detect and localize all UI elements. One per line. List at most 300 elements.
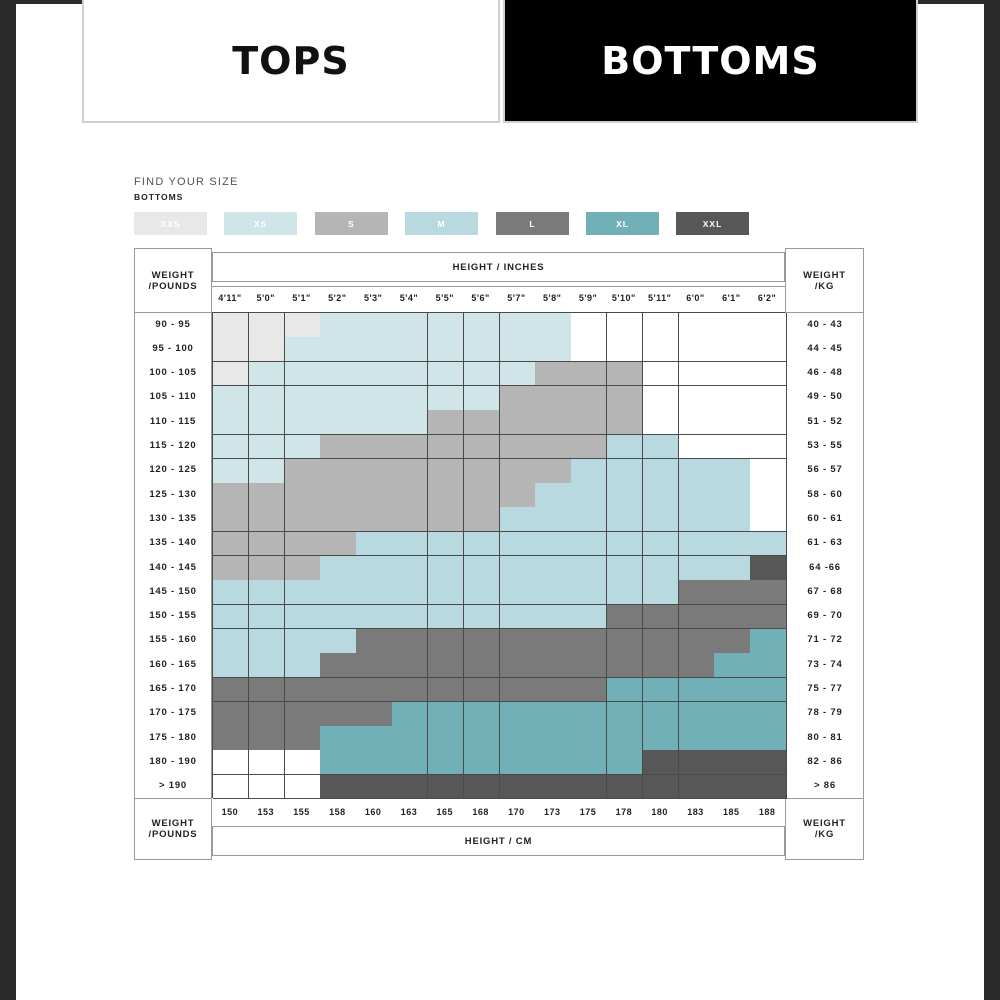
size-cell (392, 629, 428, 654)
size-cell (464, 678, 500, 703)
size-cell (679, 386, 715, 411)
weight-kg-label: 69 - 70 (807, 610, 843, 622)
size-cell (607, 483, 643, 508)
size-cell (535, 580, 571, 605)
size-cell (750, 483, 786, 508)
size-cell (356, 726, 392, 751)
size-cell (679, 556, 715, 581)
size-cell (428, 556, 464, 581)
size-cell (714, 726, 750, 751)
size-cell (607, 362, 643, 387)
size-cell (750, 507, 786, 532)
size-cell (571, 532, 607, 557)
size-cell (213, 337, 249, 362)
size-cell (535, 750, 571, 775)
size-cell (643, 337, 679, 362)
size-cell (356, 362, 392, 387)
height-cm-label: 183 (687, 807, 704, 817)
size-cell (249, 678, 285, 703)
size-cell (392, 775, 428, 800)
size-cell (320, 580, 356, 605)
size-cell (213, 435, 249, 460)
size-cell (464, 532, 500, 557)
weight-kg-label: 56 - 57 (807, 464, 843, 476)
size-cell (643, 410, 679, 435)
size-cell (320, 653, 356, 678)
size-cell (714, 775, 750, 800)
tab-bottoms[interactable]: BOTTOMS (503, 0, 918, 123)
height-cm-label: 160 (364, 807, 382, 817)
size-cell (213, 653, 249, 678)
weight-pounds-header: WEIGHT /POUNDS (148, 270, 198, 292)
size-cell (714, 459, 750, 484)
weight-pound-label: 150 - 155 (149, 610, 197, 622)
size-cell (643, 435, 679, 460)
size-cell (607, 459, 643, 484)
height-cm-label: 168 (472, 807, 489, 817)
size-cell (356, 653, 392, 678)
size-cell (428, 435, 464, 460)
size-cell (500, 750, 536, 775)
size-cell (500, 507, 536, 532)
size-cell (571, 337, 607, 362)
tab-tops[interactable]: TOPS (82, 0, 500, 123)
weight-kg-label: 75 - 77 (807, 683, 843, 694)
size-cell (535, 678, 571, 703)
size-cell (356, 750, 392, 775)
size-cell (750, 459, 786, 484)
size-cell (643, 750, 679, 775)
height-cm-label: 170 (508, 807, 525, 817)
size-cell (571, 556, 607, 581)
size-cell (213, 726, 249, 751)
size-cell (464, 313, 500, 338)
size-cell (428, 507, 464, 532)
weight-pound-label: 155 - 160 (149, 634, 197, 646)
height-cm-label: 180 (651, 807, 668, 817)
size-cell (356, 507, 392, 532)
size-cell (750, 532, 786, 557)
weight-pound-label: 170 - 175 (149, 707, 197, 719)
size-cell (571, 507, 607, 532)
legend-chip-m: M (405, 212, 478, 235)
weight-kg-label: 40 - 43 (807, 318, 843, 330)
size-cell (285, 459, 321, 484)
height-inch-label: 5'10" (611, 293, 636, 303)
size-cell (428, 750, 464, 775)
size-cell (500, 435, 536, 460)
size-cell (249, 313, 285, 338)
height-cm-label: 165 (436, 807, 454, 817)
size-cell (535, 435, 571, 460)
size-cell (571, 775, 607, 800)
weight-kg-label: 46 - 48 (807, 367, 843, 379)
size-cell (249, 532, 285, 557)
size-cell (679, 702, 715, 727)
size-cell (679, 678, 715, 703)
window-frame-top-right (918, 0, 1000, 4)
size-cell (535, 605, 571, 630)
size-cell (356, 313, 392, 338)
size-cell (607, 629, 643, 654)
weight-pound-label: 125 - 130 (149, 488, 197, 500)
weight-kg-label: 71 - 72 (807, 634, 843, 646)
size-cell (320, 556, 356, 581)
size-cell (356, 775, 392, 800)
size-cell (679, 580, 715, 605)
size-cell (392, 750, 428, 775)
size-cell (643, 556, 679, 581)
size-cell (285, 435, 321, 460)
weight-pound-label: 180 - 190 (149, 755, 197, 767)
size-cell (464, 410, 500, 435)
size-cell (714, 313, 750, 338)
size-cell (607, 507, 643, 532)
size-cell (643, 726, 679, 751)
size-cell (285, 313, 321, 338)
size-cell (643, 532, 679, 557)
size-cell (428, 726, 464, 751)
legend-chip-xxl: XXL (676, 212, 749, 235)
size-cell (464, 726, 500, 751)
size-cell (500, 313, 536, 338)
size-cell (356, 580, 392, 605)
size-cell (428, 313, 464, 338)
legend-chip-s: S (315, 212, 388, 235)
size-cell (392, 556, 428, 581)
size-cell (679, 750, 715, 775)
height-inch-label: 5'2" (328, 293, 347, 303)
weight-pound-label: 165 - 170 (149, 683, 197, 694)
size-cell (500, 556, 536, 581)
weight-pound-label: 145 - 150 (149, 585, 197, 597)
size-cell (464, 653, 500, 678)
height-cm-label: 173 (543, 807, 561, 817)
size-cell (213, 580, 249, 605)
weight-kg-label: 61 - 63 (807, 537, 843, 549)
size-cell (607, 653, 643, 678)
size-cell (714, 483, 750, 508)
weight-pound-label: 90 - 95 (155, 318, 191, 330)
size-cell (750, 678, 786, 703)
height-inch-label: 5'9" (578, 293, 598, 303)
size-cell (285, 653, 321, 678)
size-cell (213, 750, 249, 775)
weight-kg-label: 73 - 74 (807, 658, 843, 670)
weight-pound-label: 105 - 110 (149, 391, 197, 403)
legend-chip-xs: XS (224, 212, 297, 235)
size-cell (285, 678, 321, 703)
size-cell (535, 386, 571, 411)
size-cell (285, 410, 321, 435)
height-inch-label: 6'2" (757, 293, 777, 303)
size-cell (607, 750, 643, 775)
size-cell (643, 507, 679, 532)
size-cell (320, 410, 356, 435)
size-cell (464, 362, 500, 387)
weight-pound-label: 160 - 165 (149, 658, 197, 670)
size-cell (714, 386, 750, 411)
size-cell (500, 459, 536, 484)
size-cell (607, 313, 643, 338)
size-cell (356, 556, 392, 581)
size-cell (356, 337, 392, 362)
size-cell (249, 410, 285, 435)
size-cell (607, 435, 643, 460)
size-cell (750, 337, 786, 362)
weight-kg-label: 60 - 61 (807, 512, 843, 524)
weight-kg-label: > 86 (814, 780, 836, 792)
size-cell (249, 556, 285, 581)
size-cell (535, 556, 571, 581)
size-cell (714, 410, 750, 435)
height-inch-label: 6'0" (686, 293, 705, 303)
size-cell (750, 410, 786, 435)
size-cell (714, 678, 750, 703)
weight-kg-label: 49 - 50 (807, 391, 843, 403)
size-cell (356, 386, 392, 411)
size-cell (607, 532, 643, 557)
size-cell (249, 775, 285, 800)
height-inch-label: 4'11" (218, 293, 242, 303)
size-cell (249, 750, 285, 775)
size-cell (320, 750, 356, 775)
size-cell (714, 653, 750, 678)
size-cell (714, 605, 750, 630)
size-cell (535, 775, 571, 800)
size-cell (535, 410, 571, 435)
size-cell (392, 726, 428, 751)
size-cell (285, 483, 321, 508)
size-cell (571, 702, 607, 727)
size-cell (714, 702, 750, 727)
weight-kg-label: 58 - 60 (807, 488, 843, 500)
size-cell (213, 313, 249, 338)
height-inch-label: 5'4" (399, 293, 419, 303)
size-cell (428, 775, 464, 800)
size-cell (428, 653, 464, 678)
size-cell (679, 629, 715, 654)
weight-pound-label: 110 - 115 (149, 415, 197, 427)
size-cell (535, 702, 571, 727)
size-cell (285, 337, 321, 362)
size-cell (750, 702, 786, 727)
size-cell (356, 678, 392, 703)
weight-kg-label: 64 -66 (809, 561, 841, 573)
size-cell (285, 556, 321, 581)
size-cell (428, 580, 464, 605)
size-cell (249, 337, 285, 362)
size-cell (320, 726, 356, 751)
height-cm-label: 188 (758, 807, 776, 817)
size-cell (392, 386, 428, 411)
size-cell (750, 750, 786, 775)
size-cell (643, 775, 679, 800)
size-cell (213, 775, 249, 800)
size-cell (535, 507, 571, 532)
size-cell (679, 459, 715, 484)
size-cell (643, 678, 679, 703)
size-cell (249, 702, 285, 727)
size-cell (535, 483, 571, 508)
size-cell (392, 362, 428, 387)
size-cell (285, 507, 321, 532)
height-inch-label: 5'0" (256, 293, 275, 303)
height-inch-label: 5'8" (543, 293, 562, 303)
size-cell (428, 386, 464, 411)
size-cell (213, 459, 249, 484)
size-cell (356, 605, 392, 630)
size-cell (607, 580, 643, 605)
size-cell (714, 556, 750, 581)
size-cell (571, 410, 607, 435)
size-cell (679, 337, 715, 362)
size-cell (464, 337, 500, 362)
legend-chip-xl: XL (586, 212, 659, 235)
size-cell (500, 775, 536, 800)
weight-pound-label: 130 - 135 (149, 512, 197, 524)
size-cell (320, 629, 356, 654)
size-cell (535, 726, 571, 751)
size-cell (213, 507, 249, 532)
size-cell (679, 605, 715, 630)
size-cell (750, 629, 786, 654)
height-cm-label: 150 (221, 807, 239, 817)
window-frame-top-left (0, 0, 82, 4)
weight-pound-label: > 190 (158, 780, 188, 792)
size-cell (285, 362, 321, 387)
height-inch-label: 5'11" (647, 293, 672, 303)
size-cell (428, 702, 464, 727)
size-cell (571, 605, 607, 630)
size-cell (643, 605, 679, 630)
size-cell (392, 653, 428, 678)
size-cell (249, 459, 285, 484)
weight-pound-label: 115 - 120 (149, 440, 197, 451)
size-cell (571, 435, 607, 460)
size-cell (356, 410, 392, 435)
size-cell (285, 386, 321, 411)
size-cell (714, 532, 750, 557)
size-cell (464, 386, 500, 411)
size-cell (464, 435, 500, 460)
size-cell (571, 459, 607, 484)
page-title: FIND YOUR SIZE (134, 176, 239, 188)
size-cell (500, 580, 536, 605)
size-cell (607, 556, 643, 581)
size-cell (392, 678, 428, 703)
size-cell (750, 580, 786, 605)
size-cell (679, 410, 715, 435)
size-cell (643, 483, 679, 508)
weight-kg-header: WEIGHT /KG (803, 270, 846, 292)
size-cell (714, 580, 750, 605)
size-cell (750, 775, 786, 800)
weight-pound-label: 95 - 100 (152, 342, 194, 354)
weight-kg-footer: WEIGHT /KG (803, 818, 846, 840)
size-cell (535, 362, 571, 387)
size-cell (679, 313, 715, 338)
height-inch-label: 5'6" (471, 293, 490, 303)
size-cell (213, 702, 249, 727)
size-cell (714, 629, 750, 654)
size-cell (249, 726, 285, 751)
size-cell (464, 775, 500, 800)
size-cell (249, 386, 285, 411)
size-cell (500, 605, 536, 630)
size-cell (392, 313, 428, 338)
height-inch-label: 5'5" (435, 293, 454, 303)
size-cell (213, 362, 249, 387)
size-cell (428, 483, 464, 508)
size-cell (285, 580, 321, 605)
size-cell (607, 678, 643, 703)
size-cell (285, 629, 321, 654)
weight-pound-label: 135 - 140 (149, 537, 197, 549)
size-cell (213, 386, 249, 411)
size-cell (320, 362, 356, 387)
size-cell (535, 629, 571, 654)
size-cell (750, 726, 786, 751)
size-cell (679, 362, 715, 387)
height-cm-label: 163 (400, 807, 418, 817)
size-cell (213, 605, 249, 630)
size-cell (356, 483, 392, 508)
size-cell (249, 362, 285, 387)
size-cell (607, 410, 643, 435)
weight-kg-label: 67 - 68 (807, 585, 843, 597)
size-cell (607, 605, 643, 630)
size-cell (500, 726, 536, 751)
size-cell (392, 483, 428, 508)
size-cell (500, 702, 536, 727)
size-cell (356, 532, 392, 557)
size-cell (428, 410, 464, 435)
size-cell (571, 726, 607, 751)
weight-pounds-footer: WEIGHT /POUNDS (148, 818, 198, 840)
size-cell (356, 459, 392, 484)
size-cell (392, 410, 428, 435)
weight-pound-label: 100 - 105 (149, 367, 197, 379)
size-cell (714, 362, 750, 387)
size-cell (643, 362, 679, 387)
size-cell (643, 459, 679, 484)
size-cell (249, 435, 285, 460)
size-cell (714, 750, 750, 775)
size-cell (392, 702, 428, 727)
size-cell (643, 580, 679, 605)
legend-chip-l: L (496, 212, 569, 235)
size-cell (464, 483, 500, 508)
size-cell (392, 459, 428, 484)
size-cell (285, 605, 321, 630)
size-cell (607, 702, 643, 727)
size-cell (213, 410, 249, 435)
size-cell (464, 507, 500, 532)
size-cell (392, 507, 428, 532)
height-inch-label: 6'1" (722, 293, 741, 303)
size-cell (500, 410, 536, 435)
size-cell (320, 313, 356, 338)
size-cell (750, 435, 786, 460)
size-cell (356, 435, 392, 460)
size-cell (392, 337, 428, 362)
size-cell (213, 532, 249, 557)
size-cell (392, 532, 428, 557)
size-cell (213, 678, 249, 703)
size-cell (571, 580, 607, 605)
size-cell (750, 362, 786, 387)
